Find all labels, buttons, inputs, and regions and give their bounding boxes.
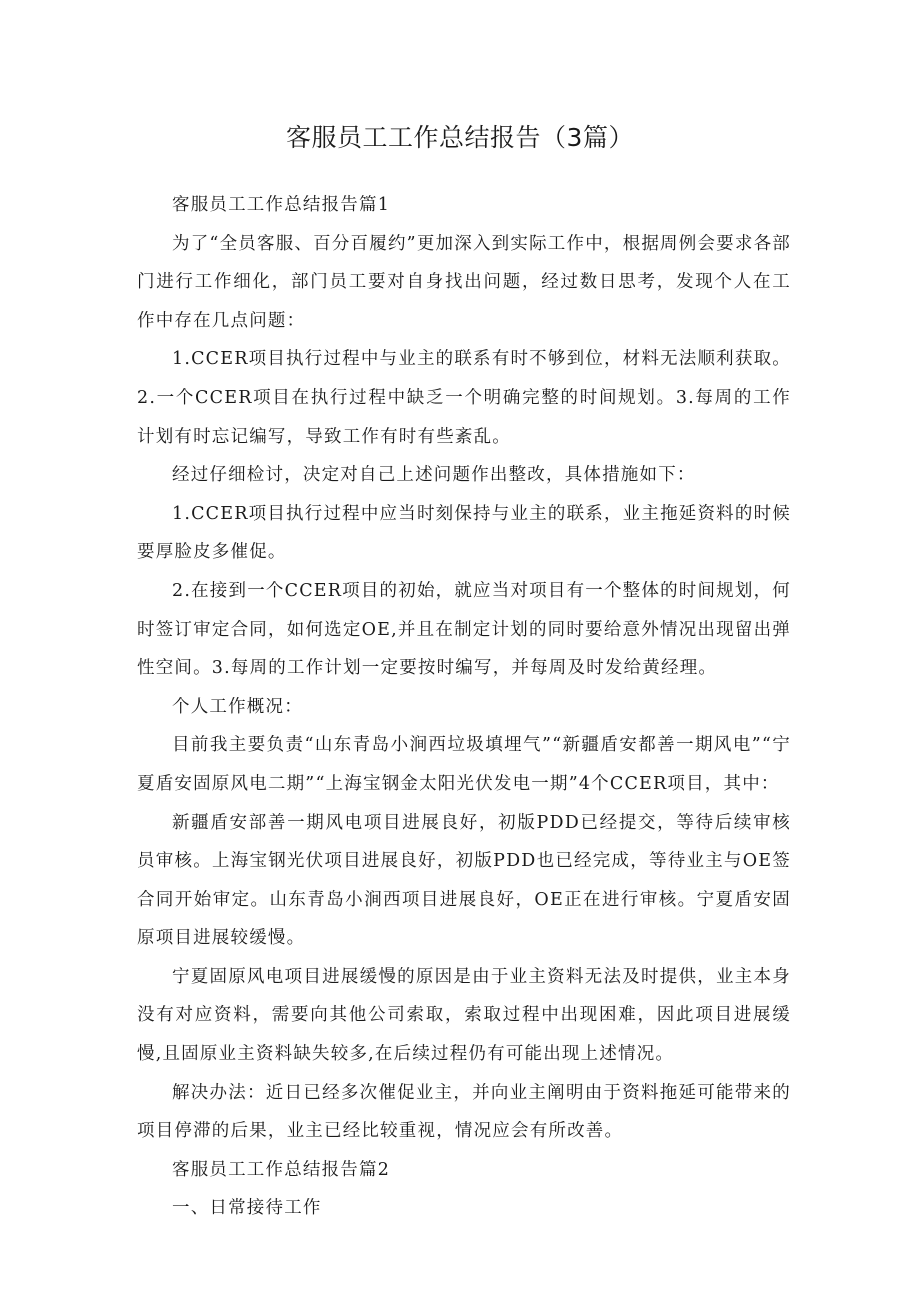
paragraph: 2.在接到一个CCER项目的初始，就应当对项目有一个整体的时间规划，何时签订审定合同，如何选定OE,并且在制定计划的同时要给意外情况出现留出弹性空间。3.每周的工作计划一定要按时编写，并每周及时发给黄经理。: [137, 580, 791, 679]
subsection-heading: 一、日常接待工作: [172, 1198, 322, 1219]
paragraph: 1.CCER项目执行过程中与业主的联系有时不够到位，材料无法顺利获取。2.一个CCER项目在执行过程中缺乏一个明确完整的时间规划。3.每周的工作计划有时忘记编写，导致工作有时有些紊乱。: [137, 349, 791, 447]
paragraph: 宁夏固原风电项目进展缓慢的原因是由于业主资料无法及时提供，业主本身没有对应资料，需要向其他公司索取，索取过程中出现困难，因此项目进展缓慢,且固原业主资料缺失较多,在后续过程仍有可能出现上述情况。: [137, 966, 791, 1065]
paragraph: 为了“全员客服、百分百履约”更加深入到实际工作中，根据周例会要求各部门进行工作细化，部门员工要对自身找出问题，经过数日思考，发现个人在工作中存在几点问题：: [137, 233, 791, 331]
paragraph: 新疆盾安部善一期风电项目进展良好，初版PDD已经提交，等待后续审核员审核。上海宝钢光伏项目进展良好，初版PDD也已经完成，等待业主与OE签合同开始审定。山东青岛小涧西项目进展良好，OE正在进行审核。宁夏盾安固原项目进展较缓慢。: [137, 812, 791, 949]
paragraph: 个人工作概况：: [172, 696, 303, 717]
section-heading-2: 客服员工工作总结报告篇2: [172, 1159, 391, 1180]
document-title: 客服员工工作总结报告（3篇）: [286, 123, 634, 152]
paragraph: 经过仔细检讨，决定对自己上述问题作出整改，具体措施如下：: [172, 465, 696, 486]
paragraph: 解决办法：近日已经多次催促业主，并向业主阐明由于资料拖延可能带来的项目停滞的后果，业主已经比较重视，情况应会有所改善。: [137, 1082, 791, 1142]
paragraph: 1.CCER项目执行过程中应当时刻保持与业主的联系，业主拖延资料的时候要厚脸皮多催促。: [137, 503, 791, 563]
paragraph: 目前我主要负责“山东青岛小涧西垃圾填埋气”“新疆盾安都善一期风电”“宁夏盾安固原风电二期”“上海宝钢金太阳光伏发电一期”4个CCER项目，其中：: [137, 735, 791, 794]
document-body: [137, 186, 791, 1228]
section-heading-1: 客服员工工作总结报告篇1: [172, 195, 391, 215]
